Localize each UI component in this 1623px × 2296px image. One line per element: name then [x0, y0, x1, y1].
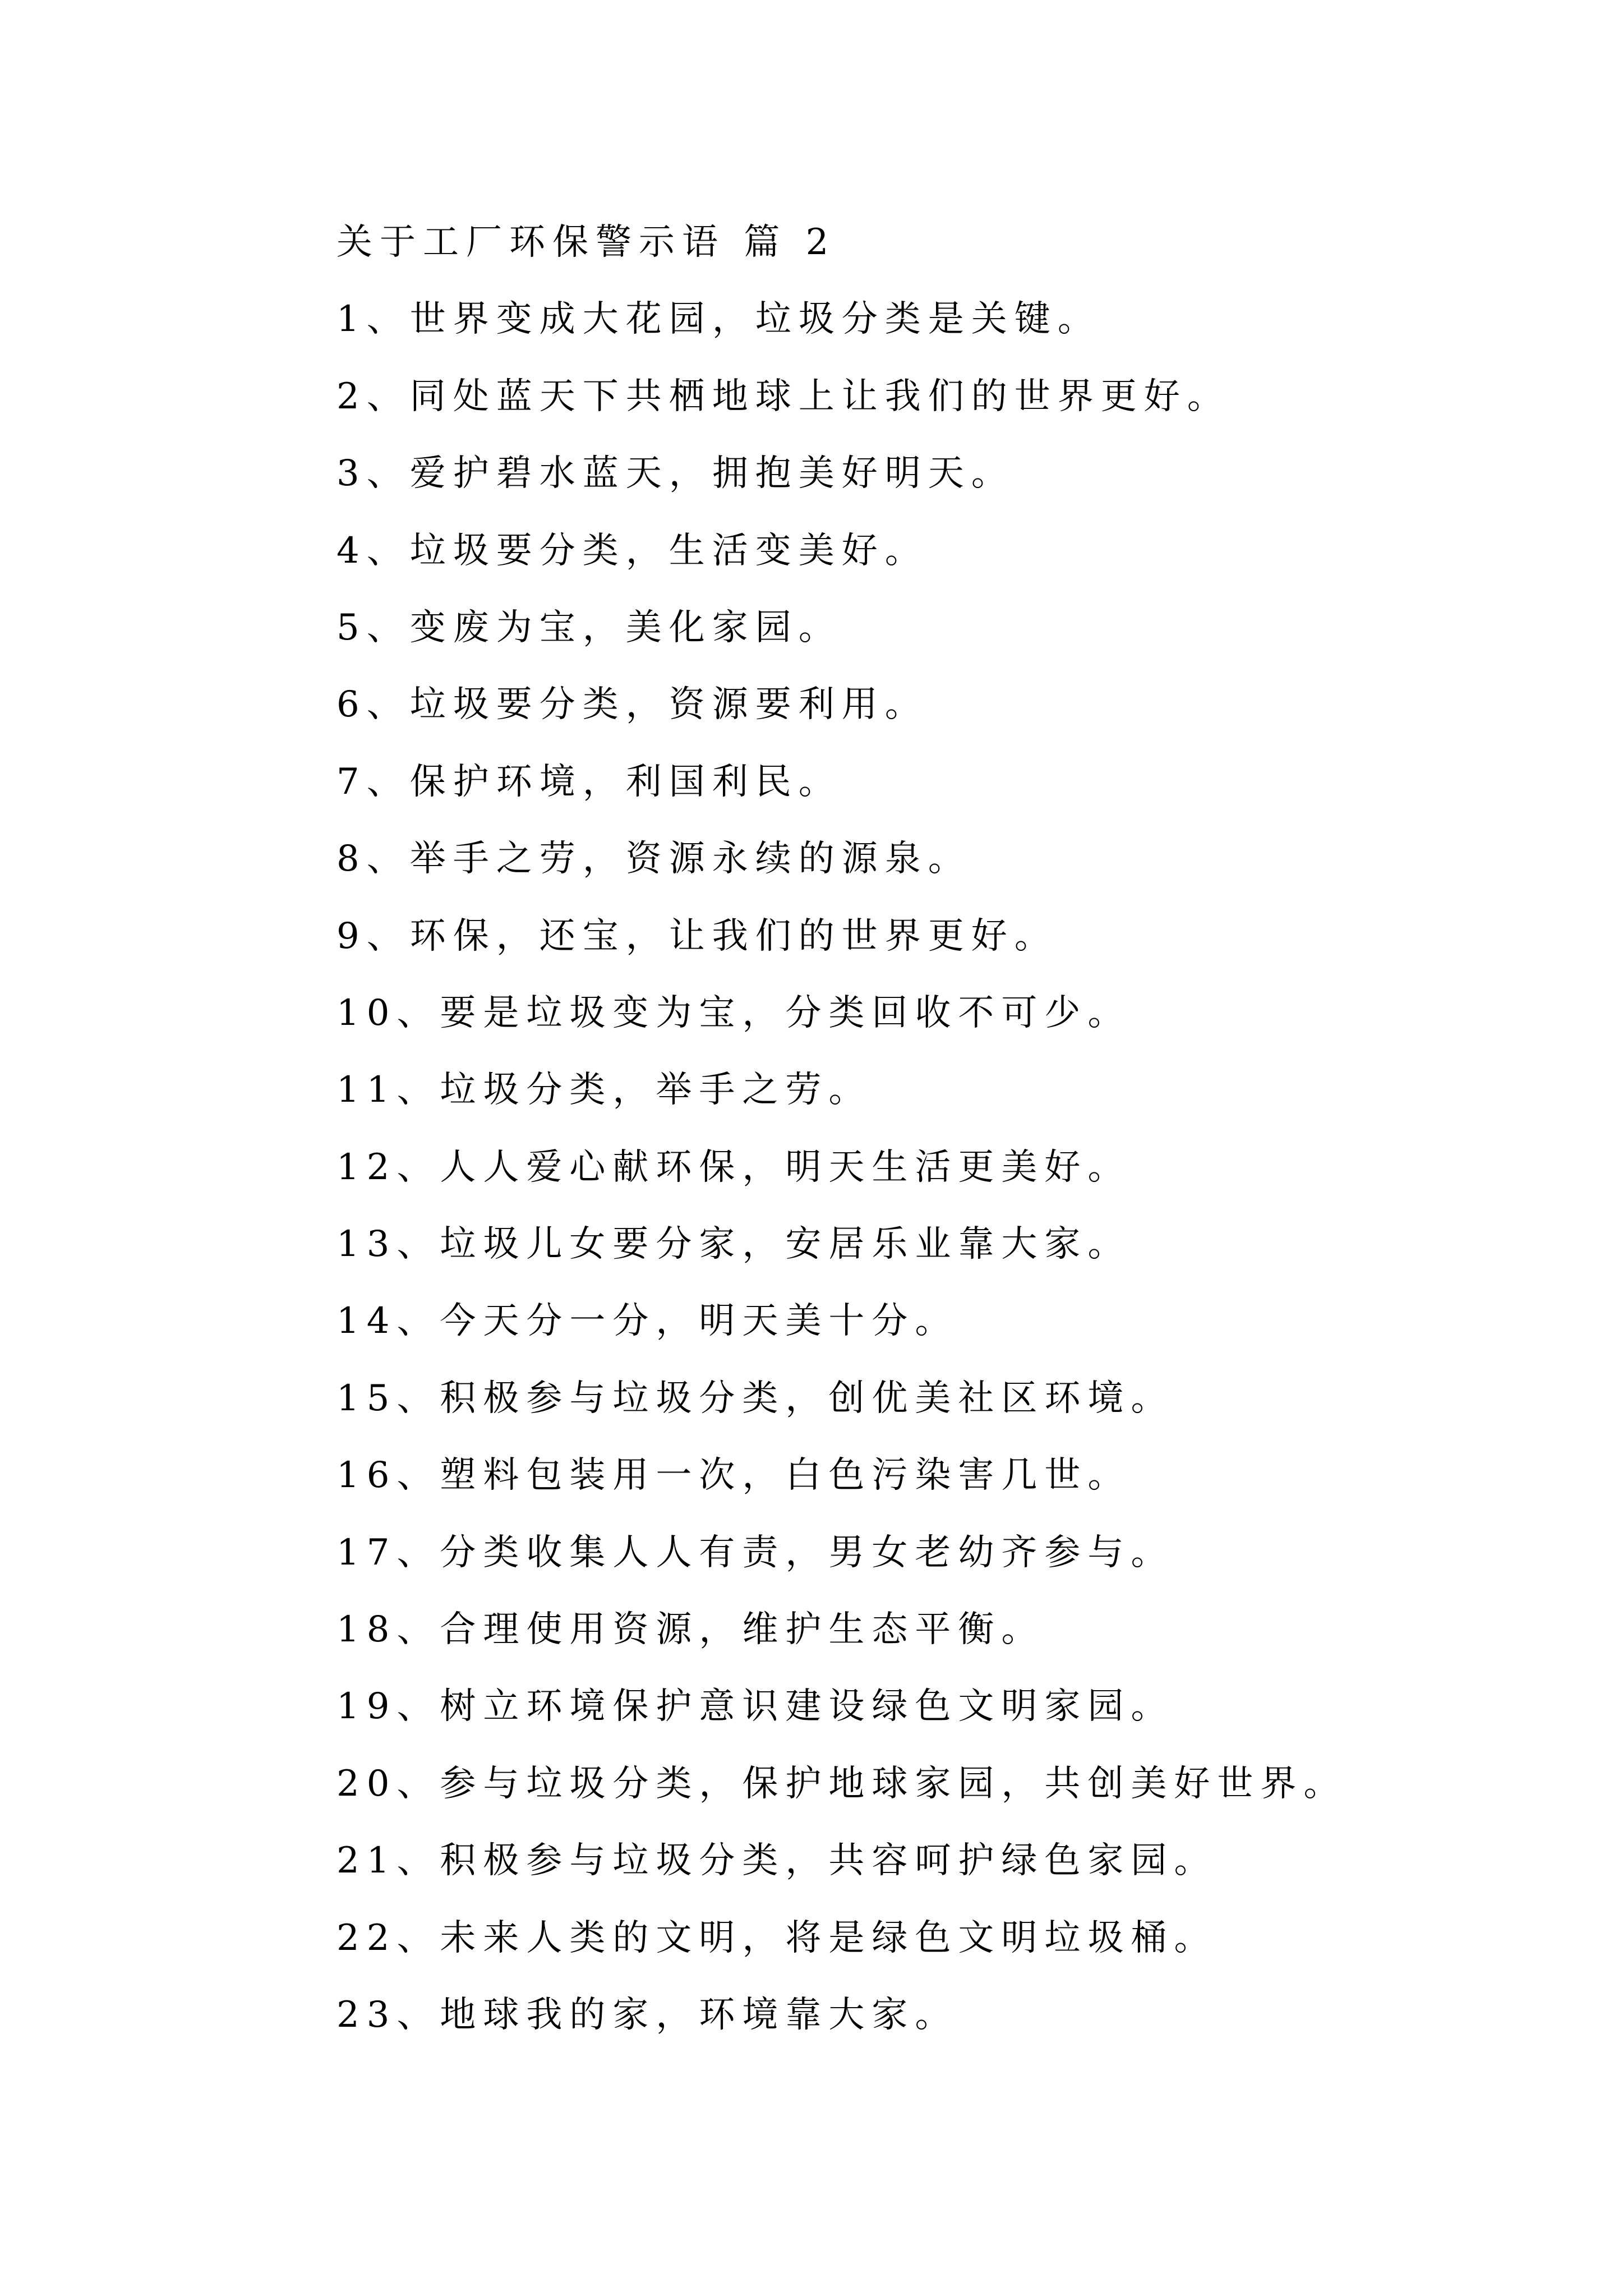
- slogan-item: 11、垃圾分类，举手之劳。: [336, 1069, 872, 1111]
- slogan-item: 19、树立环境保护意识建设绿色文明家园。: [336, 1686, 1174, 1728]
- slogan-item: 10、要是垃圾变为宝，分类回收不可少。: [336, 992, 1131, 1034]
- document-title: 关于工厂环保警示语 篇 2: [336, 222, 836, 263]
- slogan-item: 1、世界变成大花园，垃圾分类是关键。: [336, 298, 1101, 341]
- slogan-item: 9、环保，还宝，让我们的世界更好。: [336, 915, 1058, 957]
- slogan-item: 2、同处蓝天下共栖地球上让我们的世界更好。: [336, 375, 1230, 417]
- slogan-item: 15、积极参与垃圾分类，创优美社区环境。: [336, 1377, 1174, 1419]
- slogan-item: 14、今天分一分，明天美十分。: [336, 1300, 958, 1342]
- slogan-item: 17、分类收集人人有责，男女老幼齐参与。: [336, 1531, 1174, 1573]
- slogan-item: 3、爱护碧水蓝天，拥抱美好明天。: [336, 453, 1015, 495]
- document-content: [336, 204, 1570, 2054]
- slogan-item: 22、未来人类的文明，将是绿色文明垃圾桶。: [336, 1917, 1218, 1959]
- slogan-item: 13、垃圾儿女要分家，安居乐业靠大家。: [336, 1223, 1131, 1266]
- slogan-item: 8、举手之劳，资源永续的源泉。: [336, 838, 971, 880]
- slogan-item: 7、保护环境，利国利民。: [336, 761, 842, 803]
- slogan-item: 12、人人爱心献环保，明天生活更美好。: [336, 1146, 1131, 1188]
- slogan-item: 6、垃圾要分类，资源要利用。: [336, 684, 928, 726]
- slogan-item: 4、垃圾要分类，生活变美好。: [336, 530, 928, 572]
- slogan-item: 5、变废为宝，美化家园。: [336, 606, 842, 648]
- slogan-item: 16、塑料包装用一次，白色污染害几世。: [336, 1455, 1131, 1497]
- slogan-item: 21、积极参与垃圾分类，共容呵护绿色家园。: [336, 1840, 1218, 1882]
- slogan-item: 20、参与垃圾分类，保护地球家园，共创美好世界。: [336, 1763, 1347, 1805]
- slogan-item: 23、地球我的家，环境靠大家。: [336, 1994, 958, 2036]
- slogan-item: 18、合理使用资源，维护生态平衡。: [336, 1609, 1045, 1651]
